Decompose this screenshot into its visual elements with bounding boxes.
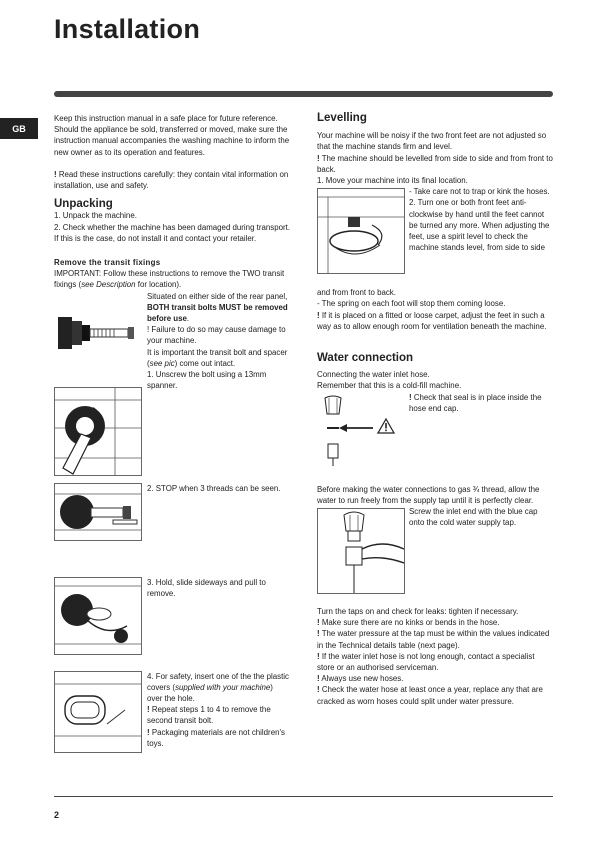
transit-step-0-warning: ! Failure to do so may cause damage to your machine. — [147, 325, 286, 346]
water-intro-2: Remember that this is a cold-fill machine. — [317, 381, 462, 391]
levelling-step-1: 1. Move your machine into its final location. — [317, 176, 468, 186]
transit-step-1 — [54, 387, 290, 483]
water-leak-check: Turn the taps on and check for leaks: tighten if necessary. — [317, 607, 519, 617]
levelling-heading: Levelling — [317, 112, 367, 124]
slide-remove-figure — [54, 577, 142, 655]
threads-figure — [54, 483, 142, 541]
water-screw-instruction: Screw the inlet end with the blue cap onto the cold water supply tap. — [409, 507, 538, 528]
plastic-cover-figure — [54, 671, 142, 753]
levelling-intro: Your machine will be noisy if the two front feet are not adjusted so that the machine stands firm and level. — [317, 131, 547, 152]
transit-bolt-figure — [54, 303, 140, 361]
water-intro-1: Connecting the water inlet hose. — [317, 370, 430, 380]
transit-step-1-text: 1. Unscrew the bolt using a 13mm spanner. — [147, 370, 267, 391]
levelling-hose-note: - Take care not to trap or kink the hoses. — [409, 187, 550, 197]
unpacking-step-2: 2. Check whether the machine has been damaged during transport. If this is the case, do not install it and contact your retailer. — [54, 222, 290, 243]
transit-step-3-text: 3. Hold, slide sideways and pull to remove. — [147, 577, 266, 598]
intro-warning: ! Read these instructions carefully: they contain vital information on installation, use and safety. — [54, 169, 289, 191]
footer-rule — [54, 796, 553, 797]
page-title: Installation — [54, 14, 201, 44]
foot-adjust-figure — [317, 188, 405, 274]
water-warning-5: ! Check the water hose at least once a year, replace any that are cracked as worn hoses could split under water pressure. — [317, 685, 543, 706]
spanner-figure — [54, 387, 142, 476]
hose-seal-figure — [317, 394, 403, 466]
transit-step-4-text: 4. For safety, insert one of the the plastic covers (supplied with your machine) over the hole. — [147, 671, 289, 704]
water-warning-4: ! Always use new hoses. — [317, 674, 404, 684]
page-number: 2 — [54, 810, 60, 820]
water-warning-1: ! Make sure there are no kinks or bends in the hose. — [317, 618, 500, 628]
water-tap-step — [317, 506, 553, 606]
left-column — [54, 113, 290, 761]
transit-step-0 — [54, 291, 290, 391]
language-tab: GB — [0, 118, 38, 139]
warning-icon — [377, 418, 395, 434]
water-flush-note: Before making the water connections to gas ¾ thread, allow the water to run freely from the supply tap until it is perfectly clear. — [317, 484, 540, 505]
unpacking-step-1: 1. Unpack the machine. — [54, 211, 137, 221]
title-rule — [54, 91, 553, 97]
transit-step-4-warning-1: ! Repeat steps 1 to 4 to remove the second transit bolt. — [147, 705, 271, 726]
transit-step-3 — [54, 577, 290, 671]
transit-step-4-warning-2: ! Packaging materials are not children's toys. — [147, 727, 285, 748]
transit-intro: IMPORTANT: Follow these instructions to remove the TWO transit fixings (see Description for location). — [54, 269, 285, 290]
water-heading: Water connection — [317, 352, 414, 365]
water-warning-3: ! If the water inlet hose is not long enough, contact a specialist store or an authorised serviceman. — [317, 651, 535, 673]
unpacking-heading: Unpacking — [54, 198, 113, 211]
levelling-spring-note: - The spring on each foot will stop them coming loose. — [317, 299, 506, 309]
levelling-feet-step — [317, 186, 553, 287]
levelling-step-2-cont: and from front to back. — [317, 288, 396, 298]
water-seal-step — [317, 392, 553, 484]
levelling-carpet-warning: ! If it is placed on a fitted or loose carpet, adjust the feet in such a way as to allow enough room for ventilation beneath the machine. — [317, 310, 547, 331]
transit-step-4 — [54, 671, 290, 761]
levelling-warning: ! The machine should be levelled from side to side and from front to back. — [317, 153, 553, 174]
transit-step-2-text: 2. STOP when 3 threads can be seen. — [147, 483, 281, 493]
right-column — [317, 113, 553, 707]
water-warning-2: ! The water pressure at the tap must be within the values indicated in the Technical details table (next page). — [317, 629, 550, 650]
water-seal-warning: ! Check that seal is in place inside the hose end cap. — [409, 392, 542, 413]
transit-step-0-note: It is important the transit bolt and spacer (see pic) come out intact. — [147, 347, 288, 368]
tap-connection-figure — [317, 508, 405, 594]
transit-step-0-text: Situated on either side of the rear panel, BOTH transit bolts MUST be removed before use. — [147, 291, 288, 324]
intro-paragraph: Keep this instruction manual in a safe place for future reference. Should the appliance be sold, transferred or moved, make sure the instruction manual accompanies the washing machine to inform the new owner as to its operation and features. — [54, 114, 290, 157]
levelling-step-2: 2. Turn one or both front feet anti-clockwise by hand until the feet cannot be turned any more. When adjusting the feet, use a spirit level to check the machine stands level, from side to side — [409, 198, 550, 253]
transit-step-2 — [54, 483, 290, 577]
transit-heading: Remove the transit fixings — [54, 258, 161, 268]
